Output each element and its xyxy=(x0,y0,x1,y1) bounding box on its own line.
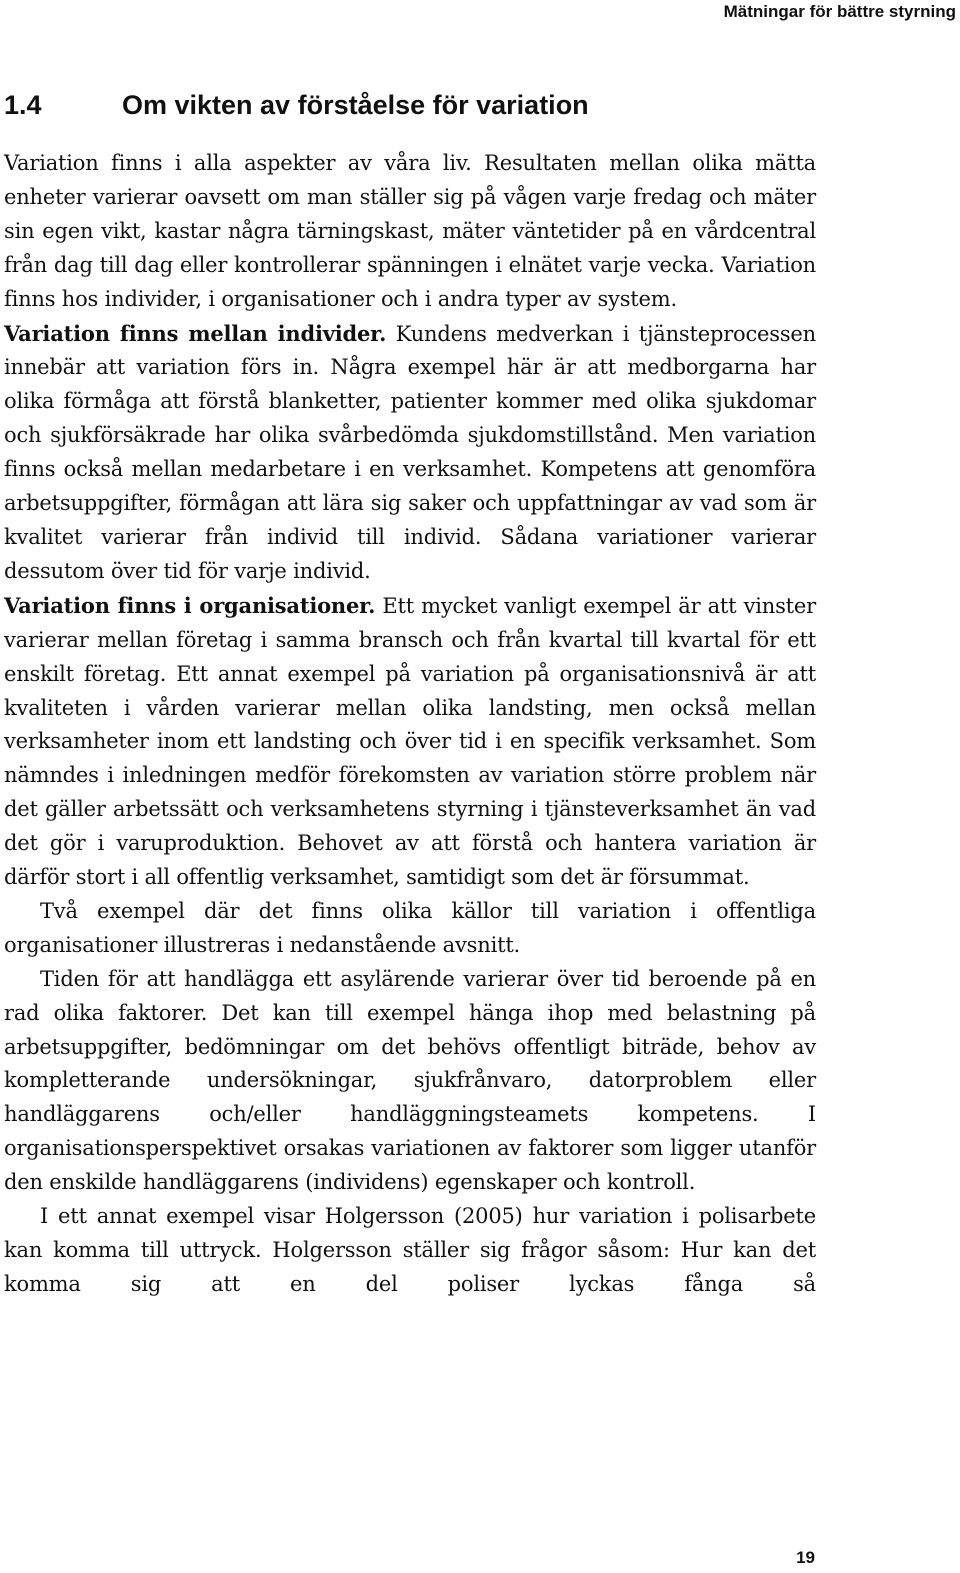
paragraph-individuals xyxy=(4,317,816,589)
paragraph-intro: Variation finns i alla aspekter av våra liv. Resultaten mellan olika mätta enheter varierar oavsett om man ställer sig på vågen varje fredag och mäter sin egen vikt, kastar några tärningskast, mäter väntetider på en vårdcentral från dag till dag eller kontrollerar spänningen i elnätet varje vecka. Variation finns hos individer, i organisationer och i andra typer av system. xyxy=(4,151,816,311)
section-number: 1.4 xyxy=(4,90,42,120)
section-title: Om vikten av förståelse för variation xyxy=(122,90,589,120)
paragraph-body-organisations: Ett mycket vanligt exempel är att vinster varierar mellan företag i samma bransch och från kvartal till kvartal för ett enskilt företag. Ett annat exempel på variation på organisationsnivå är att kvaliteten i vården varierar mellan olika landsting, men också mellan verksamheter inom ett landsting och över tid i en specifik verksamhet. Som nämndes i inledningen medför förekomsten av variation större problem när det gäller arbetssätt och verksamhetens styrning i tjänsteverksamhet än vad det gör i varuproduktion. Behovet av att förstå och hantera variation är därför stort i all offentlig verksamhet, samtidigt som det är försummat. xyxy=(4,593,816,890)
running-head: Mätningar för bättre styrning xyxy=(723,2,956,21)
paragraph-police-example: I ett annat exempel visar Holgersson (2005) hur variation i polisarbete kan komma till uttryck. Holgersson ställer sig frågor såsom: Hur kan det komma sig att en del poliser lyckas fånga så xyxy=(4,1204,816,1296)
page-number: 19 xyxy=(796,1548,815,1567)
paragraph-lead-individuals: Variation finns mellan individer. xyxy=(4,320,387,346)
paragraph-organisations xyxy=(4,589,816,895)
body-text xyxy=(4,147,816,1302)
paragraph-body-individuals: Kundens medverkan i tjänsteprocessen innebär att variation förs in. Några exempel här är att medborgarna har olika förmåga att förstå blanketter, patienter kommer med olika sjukdomar och sjukförsäkrade har olika svårbedömda sjukdomstillstånd. Men variation finns också mellan medarbetare i en verksamhet. Kompetens att genomföra arbetsuppgifter, förmågan att lära sig saker och uppfattningar av vad som är kvalitet varierar från individ till individ. Sådana variationer varierar dessutom över tid för varje individ. xyxy=(4,321,816,583)
paragraph-lead-organisations: Variation finns i organisationer. xyxy=(4,592,376,618)
paragraph-asylum-example: Tiden för att handlägga ett asylärende varierar över tid beroende på en rad olika faktorer. Det kan till exempel hänga ihop med belastning på arbetsuppgifter, bedömningar om det behövs offentligt biträde, behov av kompletterande undersökningar, sjukfrånvaro, datorproblem eller handläggarens och/eller handläggningsteamets kompetens. I organisationsperspektivet orsakas variationen av faktorer som ligger utanför den enskilde handläggarens (individens) egenskaper och kontroll. xyxy=(4,966,816,1195)
paragraph-examples-intro: Två exempel där det finns olika källor till variation i offentliga organisationer illustreras i nedanstående avsnitt. xyxy=(4,898,816,957)
section-heading xyxy=(4,88,589,122)
